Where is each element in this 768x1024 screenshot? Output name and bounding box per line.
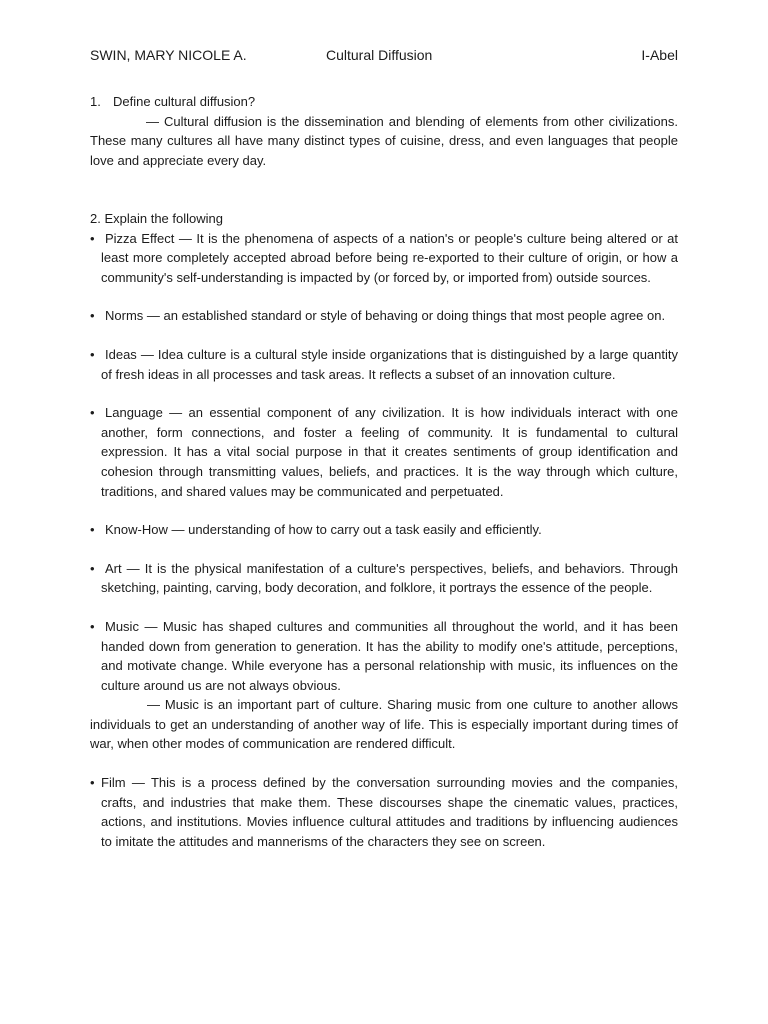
music-continuation: — Music is an important part of culture. Sharing music from one culture to another allows individuals to get an understanding of another way of life. This is especially important during times of war, when other modes of communication are rendered difficult. (90, 697, 678, 752)
term-definition: — It is the physical manifestation of a culture's perspectives, beliefs, and behaviors. Through sketching, painting, carving, body decoration, and folklore, it portrays the essence of the people. (101, 560, 678, 596)
student-section: I-Abel (641, 47, 678, 63)
list-item-music (90, 617, 678, 695)
list-item-language (90, 403, 678, 501)
term-label: Pizza Effect (105, 230, 175, 246)
list-item-pizza-effect (90, 229, 678, 288)
term-label: Ideas (105, 346, 137, 362)
term-label: Know-How (105, 522, 168, 538)
term-label: Film (101, 775, 126, 791)
term-definition: — an established standard or style of behaving or doing things that most people agree on. (143, 308, 666, 324)
term-label: Art (105, 560, 122, 576)
term-label: Norms (105, 308, 144, 324)
question-1 (90, 92, 678, 170)
term-definition: — This is a process defined by the conversation surrounding movies and the companies, crafts, and industries that make them. These discourses shape the cinematic values, practices, actions, and institutions. Movies influence cultural attitudes and traditions by influencing audiences to imitate the attitudes and mannerisms of the characters they see on screen. (101, 775, 678, 849)
document-title: Cultural Diffusion (326, 47, 433, 63)
term-definition: — Idea culture is a cultural style inside organizations that is distinguished by a large quantity of fresh ideas in all processes and task areas. It reflects a subset of an innovation culture. (101, 346, 678, 382)
term-definition: — understanding of how to carry out a task easily and efficiently. (167, 522, 542, 538)
question-2 (90, 209, 678, 870)
list-item-film (90, 773, 678, 851)
term-definition: — Music has shaped cultures and communities all throughout the world, and it has been handed down from generation to generation. It has the ability to modify one's attitude, perceptions, and motivate change. While everyone has a personal relationship with music, its influences on the culture around us are not always obvious. (101, 618, 678, 693)
question-1-number: 1. (90, 94, 101, 109)
question-1-answer: — Cultural diffusion is the dissemination and blending of elements from other civilizations. These many cultures all have many distinct types of cuisine, dress, and even languages that people love and appreciate every day. (90, 113, 678, 168)
list-item-ideas (90, 345, 678, 384)
question-2-prompt: 2. Explain the following (90, 211, 223, 226)
list-item-know-how (90, 520, 678, 540)
term-definition: — an essential component of any civilization. It is how individuals interact with one another, form connections, and foster a feeling of community. It is fundamental to cultural expression. It has a vital social purpose in that it creates sentiments of group identification and cohesion through transmitting values, beliefs, and practices. It is the way through which culture, traditions, and shared values may be communicated and perpetuated. (101, 405, 678, 499)
question-1-prompt (90, 92, 678, 112)
term-definition: — It is the phenomena of aspects of a nation's or people's culture being altered or at least more completely accepted abroad before being re-exported to their culture of origin, or how a community's self-understanding is impacted by (or forced by, or imported from) outside sources. (101, 230, 678, 285)
term-label: Music (105, 618, 139, 634)
term-label: Language (105, 405, 163, 421)
list-item-norms (90, 306, 678, 326)
list-item-art (90, 559, 678, 598)
question-1-text: Define cultural diffusion? (113, 94, 256, 109)
document-header (90, 45, 678, 65)
student-name: SWIN, MARY NICOLE A. (90, 47, 247, 63)
